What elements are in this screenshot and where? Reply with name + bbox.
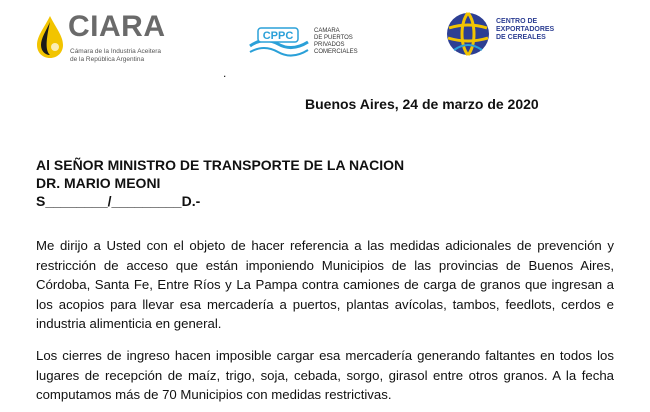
letter-date: Buenos Aires, 24 de marzo de 2020 xyxy=(305,96,539,112)
oil-drop-icon xyxy=(34,14,66,60)
cppc-mark-text: CPPC xyxy=(262,30,294,42)
ciara-subtitle-2: de la República Argentina xyxy=(70,56,145,63)
cppc-line-2: DE PUERTOS xyxy=(314,35,353,41)
globe-icon xyxy=(444,10,492,58)
recipient-name: DR. MARIO MEONI xyxy=(36,175,161,191)
cec-line-3: DE CEREALES xyxy=(496,34,546,41)
cec-name xyxy=(496,18,554,42)
body-paragraph-1: Me dirijo a Usted con el objeto de hacer referencia a las medidas adicionales de prevención y restricción de acceso que están imponiendo Municipios de las provincias de Buenos Aires, Córdoba, Santa Fe, Entre Ríos y La Pampa contra camiones de carga de granos que ingresan a los acopios para llevar esa mercadería a puertos, plantas avícolas, tambos, feedlots, cerdos e industria alimenticia en general. xyxy=(36,238,614,331)
letterhead xyxy=(0,0,650,72)
recipient-salutation: S________/_________D.- xyxy=(36,193,201,209)
body-paragraph-2: Los cierres de ingreso hacen imposible cargar esa mercadería generando faltantes en todos los lugares de recepción de maíz, trigo, soja, cebada, sorgo, girasol entre otros granos. A la fecha computamos más de 70 Municipios con medidas restrictivas. xyxy=(36,348,614,402)
cec-line-2: EXPORTADORES xyxy=(496,26,555,33)
cppc-line-3: PRIVADOS xyxy=(314,42,345,48)
cec-logo xyxy=(444,10,594,66)
ciara-logo xyxy=(34,12,184,68)
recipient-title: Al SEÑOR MINISTRO DE TRANSPORTE DE LA NACION xyxy=(36,157,405,173)
cppc-emblem-icon xyxy=(248,22,310,62)
cec-line-1: CENTRO DE xyxy=(496,18,538,25)
cppc-line-4: COMERCIALES xyxy=(314,49,358,55)
stray-dot: . xyxy=(223,66,227,80)
recipient-block xyxy=(36,156,404,210)
ciara-subtitle-1: Cámara de la Industria Aceitera xyxy=(70,48,162,55)
ciara-name: CIARA xyxy=(68,10,166,43)
cppc-logo xyxy=(248,22,388,64)
cppc-line-1: CAMARA xyxy=(314,28,340,34)
cppc-name xyxy=(314,28,358,56)
